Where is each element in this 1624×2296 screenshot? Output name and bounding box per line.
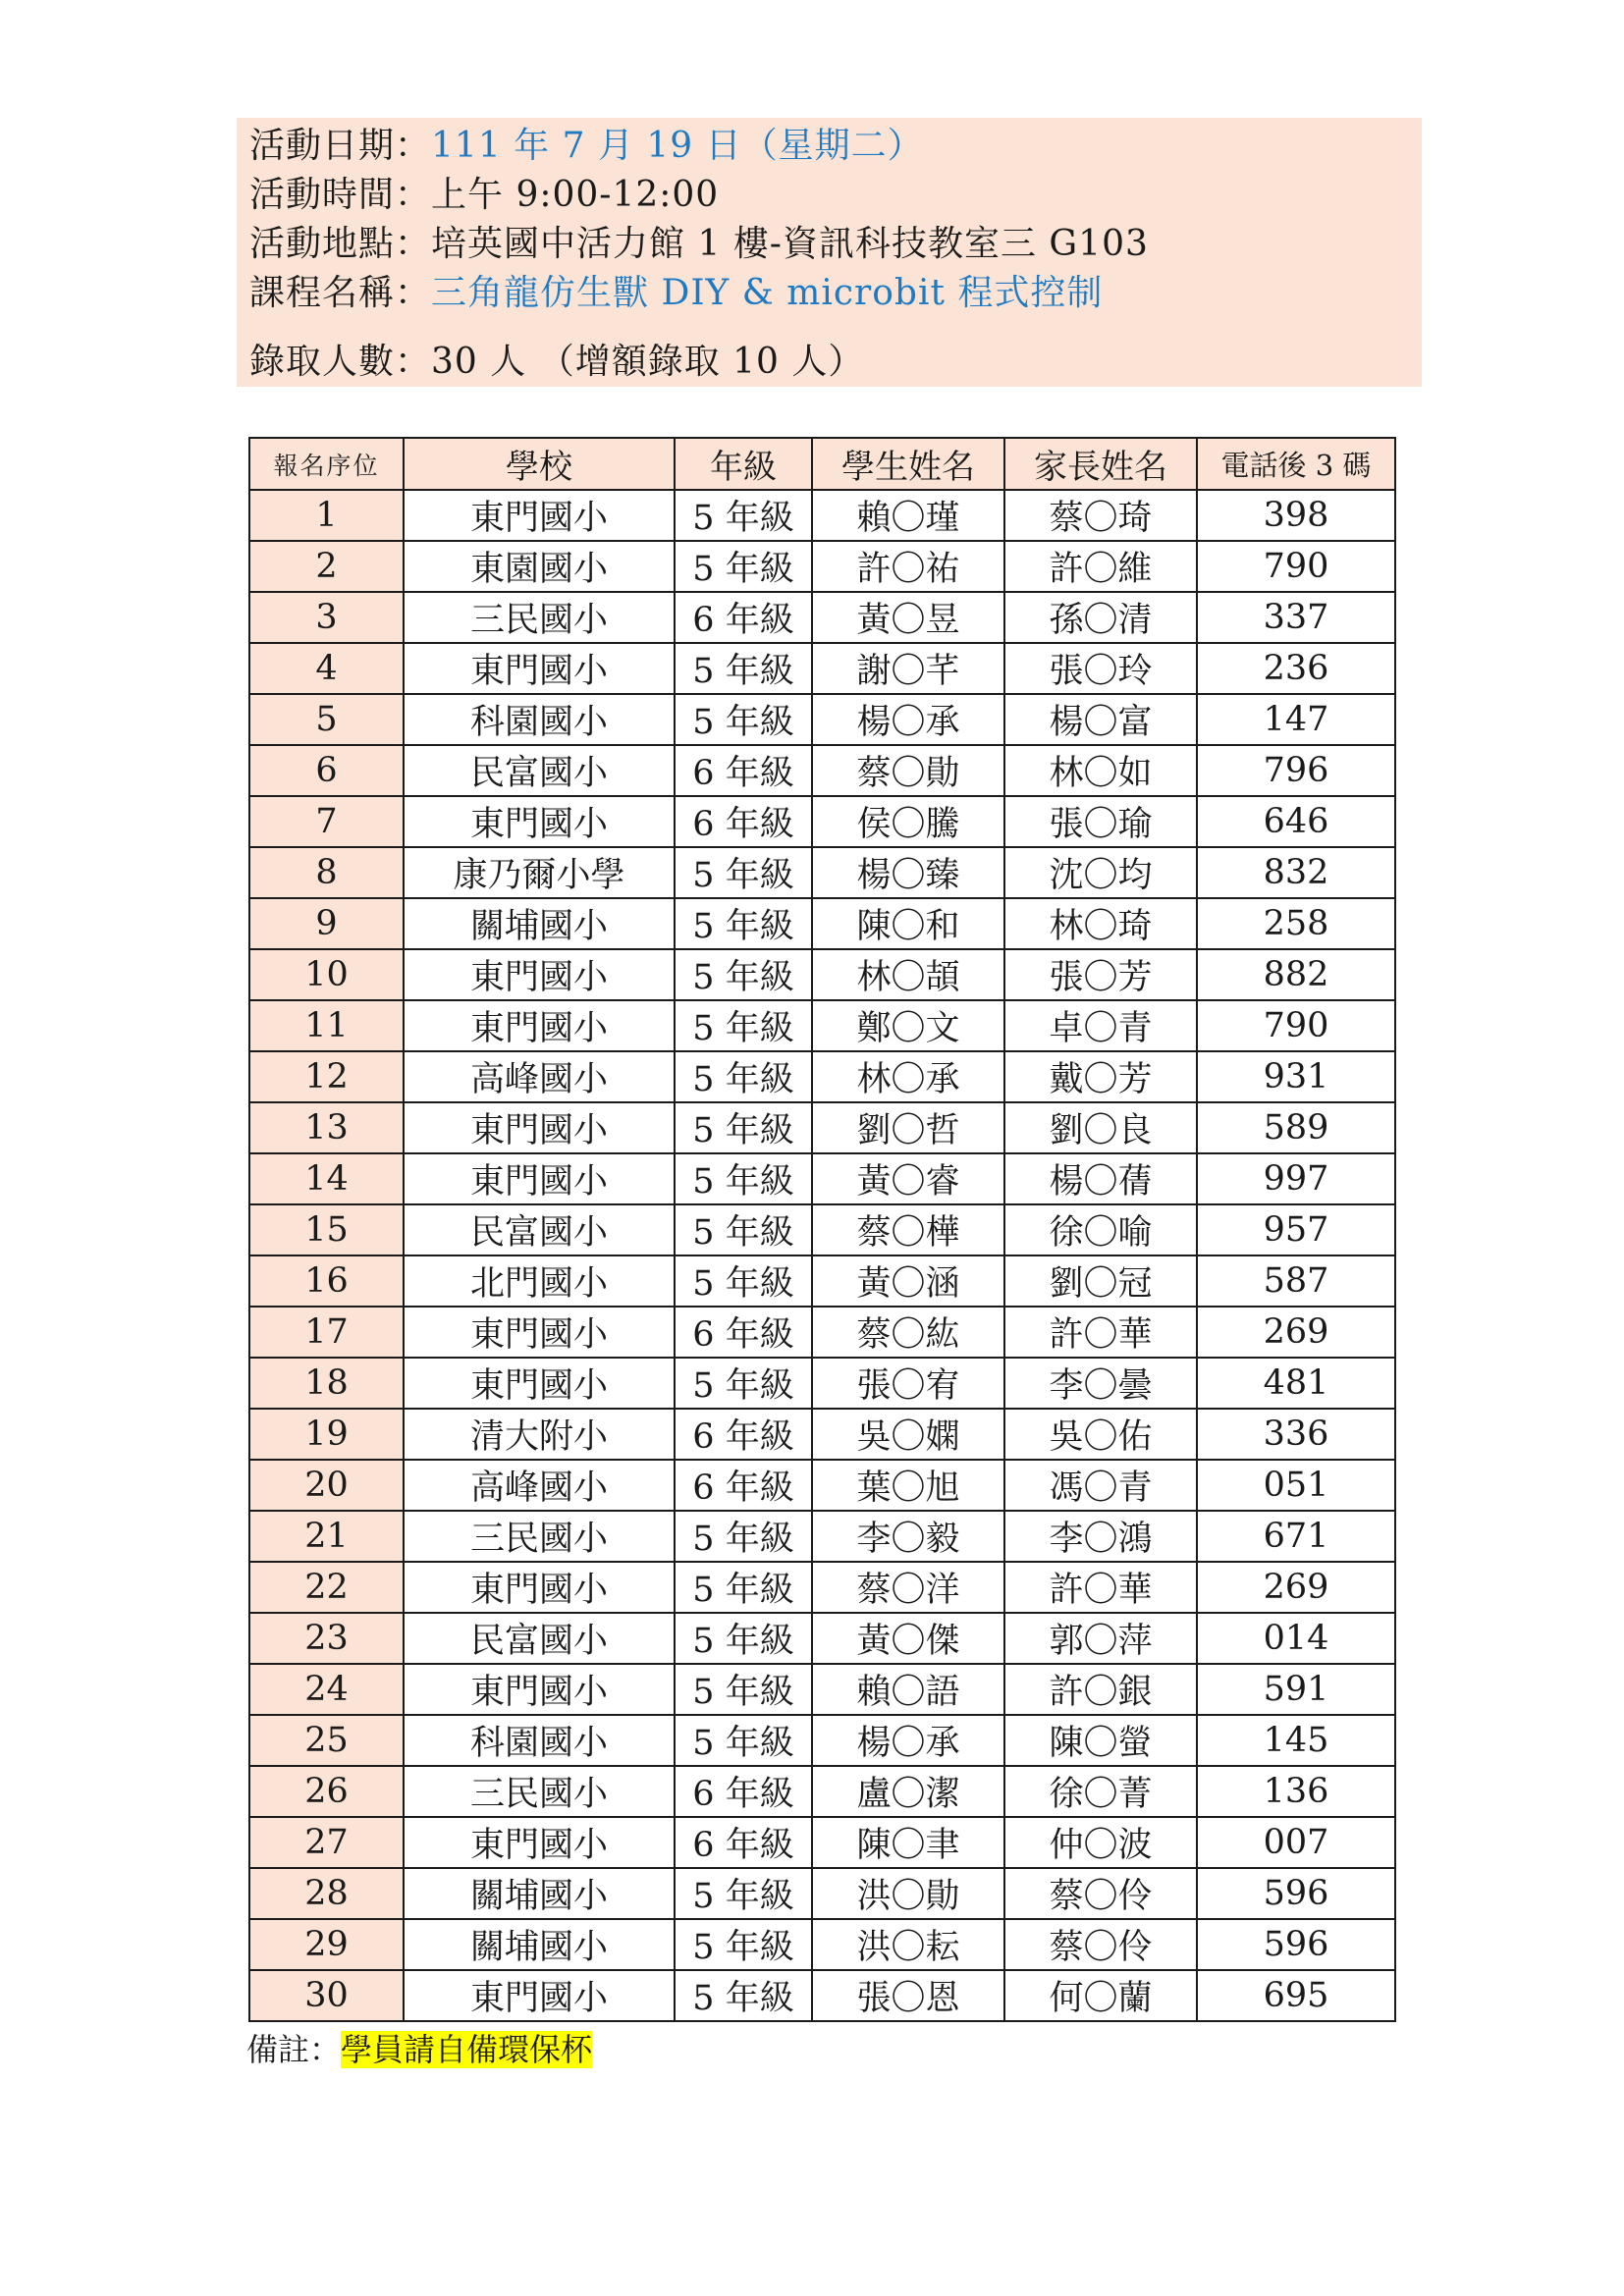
cell-school: 高峰國小 (404, 1051, 675, 1102)
cell-student: 賴〇瑾 (812, 490, 1004, 541)
cell-student: 蔡〇樺 (812, 1204, 1004, 1255)
cell-seq: 12 (249, 1051, 404, 1102)
cell-parent: 張〇玲 (1004, 643, 1197, 694)
cell-school: 東門國小 (404, 1000, 675, 1051)
table-body (249, 490, 1395, 2021)
cell-student: 張〇宥 (812, 1358, 1004, 1409)
cell-grade: 5 年級 (675, 1051, 812, 1102)
cell-school: 三民國小 (404, 1766, 675, 1817)
cell-student: 侯〇騰 (812, 796, 1004, 847)
cell-school: 康乃爾小學 (404, 847, 675, 898)
cell-grade: 5 年級 (675, 1664, 812, 1715)
cell-grade: 5 年級 (675, 1000, 812, 1051)
table-row (249, 847, 1395, 898)
date-line (249, 122, 1422, 171)
table-row (249, 1562, 1395, 1613)
cell-student: 黃〇睿 (812, 1153, 1004, 1204)
cell-grade: 6 年級 (675, 592, 812, 643)
cell-student: 黃〇涵 (812, 1255, 1004, 1307)
cell-student: 劉〇哲 (812, 1102, 1004, 1153)
time-value: 上午 9:00-12:00 (431, 175, 720, 215)
cell-school: 民富國小 (404, 1613, 675, 1664)
cell-parent: 陳〇螢 (1004, 1715, 1197, 1766)
cell-phone: 336 (1197, 1409, 1395, 1460)
cell-seq: 23 (249, 1613, 404, 1664)
table-row (249, 1204, 1395, 1255)
cell-school: 關埔國小 (404, 898, 675, 949)
cell-school: 科園國小 (404, 694, 675, 745)
cell-phone: 931 (1197, 1051, 1395, 1102)
cell-phone: 957 (1197, 1204, 1395, 1255)
cell-phone: 646 (1197, 796, 1395, 847)
cell-grade: 6 年級 (675, 1307, 812, 1358)
cell-student: 葉〇旭 (812, 1460, 1004, 1511)
cell-seq: 9 (249, 898, 404, 949)
cell-phone: 236 (1197, 643, 1395, 694)
cell-seq: 28 (249, 1868, 404, 1919)
cell-seq: 5 (249, 694, 404, 745)
cell-phone: 796 (1197, 745, 1395, 796)
cell-student: 洪〇勛 (812, 1868, 1004, 1919)
cell-grade: 5 年級 (675, 1715, 812, 1766)
header-phone: 電話後 3 碼 (1197, 438, 1395, 490)
cell-phone: 398 (1197, 490, 1395, 541)
cell-student: 黃〇傑 (812, 1613, 1004, 1664)
cell-parent: 李〇鴻 (1004, 1511, 1197, 1562)
table-row (249, 694, 1395, 745)
cell-student: 蔡〇紘 (812, 1307, 1004, 1358)
cell-grade: 5 年級 (675, 1613, 812, 1664)
cell-school: 東園國小 (404, 541, 675, 592)
header-grade: 年級 (675, 438, 812, 490)
cell-parent: 蔡〇伶 (1004, 1868, 1197, 1919)
quota-line (249, 338, 1422, 387)
cell-phone: 587 (1197, 1255, 1395, 1307)
cell-student: 吳〇嫻 (812, 1409, 1004, 1460)
cell-parent: 沈〇均 (1004, 847, 1197, 898)
cell-grade: 5 年級 (675, 1153, 812, 1204)
cell-parent: 徐〇喻 (1004, 1204, 1197, 1255)
cell-phone: 596 (1197, 1919, 1395, 1970)
cell-student: 陳〇和 (812, 898, 1004, 949)
table-row (249, 1255, 1395, 1307)
cell-seq: 16 (249, 1255, 404, 1307)
cell-parent: 仲〇波 (1004, 1817, 1197, 1868)
cell-school: 東門國小 (404, 1307, 675, 1358)
cell-school: 清大附小 (404, 1409, 675, 1460)
cell-school: 三民國小 (404, 592, 675, 643)
note-label: 備註： (246, 2031, 342, 2068)
cell-seq: 30 (249, 1970, 404, 2021)
cell-parent: 馮〇青 (1004, 1460, 1197, 1511)
cell-school: 關埔國小 (404, 1868, 675, 1919)
table-row (249, 1358, 1395, 1409)
cell-parent: 蔡〇伶 (1004, 1919, 1197, 1970)
cell-student: 盧〇潔 (812, 1766, 1004, 1817)
cell-seq: 25 (249, 1715, 404, 1766)
cell-phone: 147 (1197, 694, 1395, 745)
cell-seq: 11 (249, 1000, 404, 1051)
cell-phone: 695 (1197, 1970, 1395, 2021)
table-row (249, 1409, 1395, 1460)
table-row (249, 1307, 1395, 1358)
course-label: 課程名稱： (249, 273, 432, 313)
cell-student: 蔡〇洋 (812, 1562, 1004, 1613)
cell-parent: 吳〇佑 (1004, 1409, 1197, 1460)
cell-parent: 何〇蘭 (1004, 1970, 1197, 2021)
cell-seq: 13 (249, 1102, 404, 1153)
cell-school: 東門國小 (404, 1664, 675, 1715)
cell-parent: 劉〇良 (1004, 1102, 1197, 1153)
cell-parent: 許〇維 (1004, 541, 1197, 592)
cell-student: 鄭〇文 (812, 1000, 1004, 1051)
cell-grade: 5 年級 (675, 694, 812, 745)
cell-student: 林〇承 (812, 1051, 1004, 1102)
cell-seq: 29 (249, 1919, 404, 1970)
cell-student: 蔡〇勛 (812, 745, 1004, 796)
cell-seq: 22 (249, 1562, 404, 1613)
note (246, 2030, 592, 2069)
cell-grade: 5 年級 (675, 1204, 812, 1255)
cell-parent: 林〇琦 (1004, 898, 1197, 949)
cell-student: 楊〇承 (812, 1715, 1004, 1766)
cell-phone: 258 (1197, 898, 1395, 949)
cell-student: 黃〇昱 (812, 592, 1004, 643)
cell-seq: 6 (249, 745, 404, 796)
cell-student: 洪〇耘 (812, 1919, 1004, 1970)
cell-parent: 楊〇蒨 (1004, 1153, 1197, 1204)
table-row (249, 745, 1395, 796)
cell-parent: 孫〇清 (1004, 592, 1197, 643)
course-line (249, 269, 1422, 318)
cell-student: 楊〇臻 (812, 847, 1004, 898)
cell-seq: 26 (249, 1766, 404, 1817)
cell-phone: 007 (1197, 1817, 1395, 1868)
cell-student: 賴〇語 (812, 1664, 1004, 1715)
cell-student: 謝〇芊 (812, 643, 1004, 694)
activity-info-box (237, 118, 1422, 387)
cell-seq: 27 (249, 1817, 404, 1868)
table-row (249, 1613, 1395, 1664)
cell-seq: 1 (249, 490, 404, 541)
place-value: 培英國中活力館 1 樓-資訊科技教室三 G103 (431, 224, 1149, 264)
cell-seq: 21 (249, 1511, 404, 1562)
table-header-row (249, 438, 1395, 490)
cell-school: 科園國小 (404, 1715, 675, 1766)
cell-seq: 14 (249, 1153, 404, 1204)
cell-grade: 5 年級 (675, 490, 812, 541)
table-row (249, 1460, 1395, 1511)
cell-parent: 徐〇菁 (1004, 1766, 1197, 1817)
cell-phone: 596 (1197, 1868, 1395, 1919)
cell-parent: 劉〇冠 (1004, 1255, 1197, 1307)
table-row (249, 1919, 1395, 1970)
cell-grade: 5 年級 (675, 1562, 812, 1613)
cell-phone: 790 (1197, 1000, 1395, 1051)
table-row (249, 1817, 1395, 1868)
cell-school: 民富國小 (404, 745, 675, 796)
cell-school: 東門國小 (404, 796, 675, 847)
cell-phone: 014 (1197, 1613, 1395, 1664)
cell-phone: 481 (1197, 1358, 1395, 1409)
cell-phone: 591 (1197, 1664, 1395, 1715)
date-value: 111 年 7 月 19 日（星期二） (431, 126, 924, 166)
cell-parent: 許〇華 (1004, 1307, 1197, 1358)
cell-grade: 5 年級 (675, 949, 812, 1000)
cell-phone: 145 (1197, 1715, 1395, 1766)
cell-grade: 6 年級 (675, 1817, 812, 1868)
cell-phone: 882 (1197, 949, 1395, 1000)
cell-phone: 671 (1197, 1511, 1395, 1562)
cell-phone: 790 (1197, 541, 1395, 592)
cell-seq: 20 (249, 1460, 404, 1511)
cell-phone: 832 (1197, 847, 1395, 898)
cell-phone: 051 (1197, 1460, 1395, 1511)
cell-parent: 卓〇青 (1004, 1000, 1197, 1051)
table-row (249, 796, 1395, 847)
table-row (249, 1766, 1395, 1817)
cell-grade: 5 年級 (675, 1919, 812, 1970)
cell-parent: 許〇華 (1004, 1562, 1197, 1613)
cell-parent: 郭〇萍 (1004, 1613, 1197, 1664)
table-row (249, 541, 1395, 592)
cell-phone: 589 (1197, 1102, 1395, 1153)
cell-grade: 5 年級 (675, 1255, 812, 1307)
cell-phone: 136 (1197, 1766, 1395, 1817)
note-text: 學員請自備環保杯 (341, 2031, 593, 2068)
cell-school: 東門國小 (404, 643, 675, 694)
quota-label: 錄取人數： (249, 342, 432, 382)
cell-grade: 5 年級 (675, 1358, 812, 1409)
cell-parent: 張〇瑜 (1004, 796, 1197, 847)
cell-grade: 5 年級 (675, 898, 812, 949)
cell-student: 許〇祐 (812, 541, 1004, 592)
table-row (249, 1715, 1395, 1766)
cell-student: 張〇恩 (812, 1970, 1004, 2021)
enrollment-table (248, 437, 1396, 2022)
cell-grade: 5 年級 (675, 1511, 812, 1562)
cell-seq: 4 (249, 643, 404, 694)
cell-student: 李〇毅 (812, 1511, 1004, 1562)
cell-school: 東門國小 (404, 1153, 675, 1204)
table-row (249, 1511, 1395, 1562)
place-label: 活動地點： (249, 224, 432, 264)
cell-student: 楊〇承 (812, 694, 1004, 745)
cell-seq: 7 (249, 796, 404, 847)
header-parent: 家長姓名 (1004, 438, 1197, 490)
place-line (249, 220, 1422, 269)
cell-seq: 2 (249, 541, 404, 592)
cell-school: 東門國小 (404, 490, 675, 541)
cell-student: 陳〇聿 (812, 1817, 1004, 1868)
header-seq: 報名序位 (249, 438, 404, 490)
cell-seq: 8 (249, 847, 404, 898)
cell-phone: 337 (1197, 592, 1395, 643)
header-school: 學校 (404, 438, 675, 490)
cell-seq: 17 (249, 1307, 404, 1358)
table-row (249, 1102, 1395, 1153)
cell-grade: 5 年級 (675, 541, 812, 592)
time-line (249, 171, 1422, 220)
cell-school: 東門國小 (404, 1817, 675, 1868)
cell-parent: 李〇曇 (1004, 1358, 1197, 1409)
cell-school: 民富國小 (404, 1204, 675, 1255)
table-row (249, 1051, 1395, 1102)
cell-school: 高峰國小 (404, 1460, 675, 1511)
cell-grade: 5 年級 (675, 1868, 812, 1919)
cell-phone: 269 (1197, 1562, 1395, 1613)
header-student: 學生姓名 (812, 438, 1004, 490)
course-value: 三角龍仿生獸 DIY & microbit 程式控制 (431, 273, 1104, 313)
table-row (249, 1000, 1395, 1051)
cell-grade: 6 年級 (675, 745, 812, 796)
time-label: 活動時間： (249, 175, 432, 215)
table-row (249, 643, 1395, 694)
cell-parent: 楊〇富 (1004, 694, 1197, 745)
cell-school: 東門國小 (404, 1562, 675, 1613)
cell-grade: 5 年級 (675, 643, 812, 694)
cell-grade: 5 年級 (675, 1102, 812, 1153)
cell-grade: 6 年級 (675, 1766, 812, 1817)
cell-parent: 林〇如 (1004, 745, 1197, 796)
cell-grade: 5 年級 (675, 847, 812, 898)
date-label: 活動日期： (249, 126, 432, 166)
cell-grade: 6 年級 (675, 796, 812, 847)
cell-seq: 19 (249, 1409, 404, 1460)
cell-seq: 3 (249, 592, 404, 643)
cell-parent: 蔡〇琦 (1004, 490, 1197, 541)
cell-school: 東門國小 (404, 1358, 675, 1409)
cell-parent: 戴〇芳 (1004, 1051, 1197, 1102)
table-row (249, 1153, 1395, 1204)
cell-school: 東門國小 (404, 1102, 675, 1153)
cell-grade: 6 年級 (675, 1460, 812, 1511)
cell-student: 林〇頡 (812, 949, 1004, 1000)
table-row (249, 1664, 1395, 1715)
cell-seq: 24 (249, 1664, 404, 1715)
table-row (249, 898, 1395, 949)
cell-phone: 269 (1197, 1307, 1395, 1358)
cell-seq: 10 (249, 949, 404, 1000)
cell-school: 東門國小 (404, 949, 675, 1000)
cell-seq: 18 (249, 1358, 404, 1409)
table-row (249, 490, 1395, 541)
cell-parent: 張〇芳 (1004, 949, 1197, 1000)
table-row (249, 949, 1395, 1000)
quota-value: 30 人 （增額錄取 10 人） (431, 342, 865, 382)
table-row (249, 1970, 1395, 2021)
cell-parent: 許〇銀 (1004, 1664, 1197, 1715)
cell-grade: 6 年級 (675, 1409, 812, 1460)
cell-school: 關埔國小 (404, 1919, 675, 1970)
table-row (249, 592, 1395, 643)
cell-school: 東門國小 (404, 1970, 675, 2021)
cell-seq: 15 (249, 1204, 404, 1255)
cell-phone: 997 (1197, 1153, 1395, 1204)
table-row (249, 1868, 1395, 1919)
cell-grade: 5 年級 (675, 1970, 812, 2021)
cell-school: 北門國小 (404, 1255, 675, 1307)
cell-school: 三民國小 (404, 1511, 675, 1562)
